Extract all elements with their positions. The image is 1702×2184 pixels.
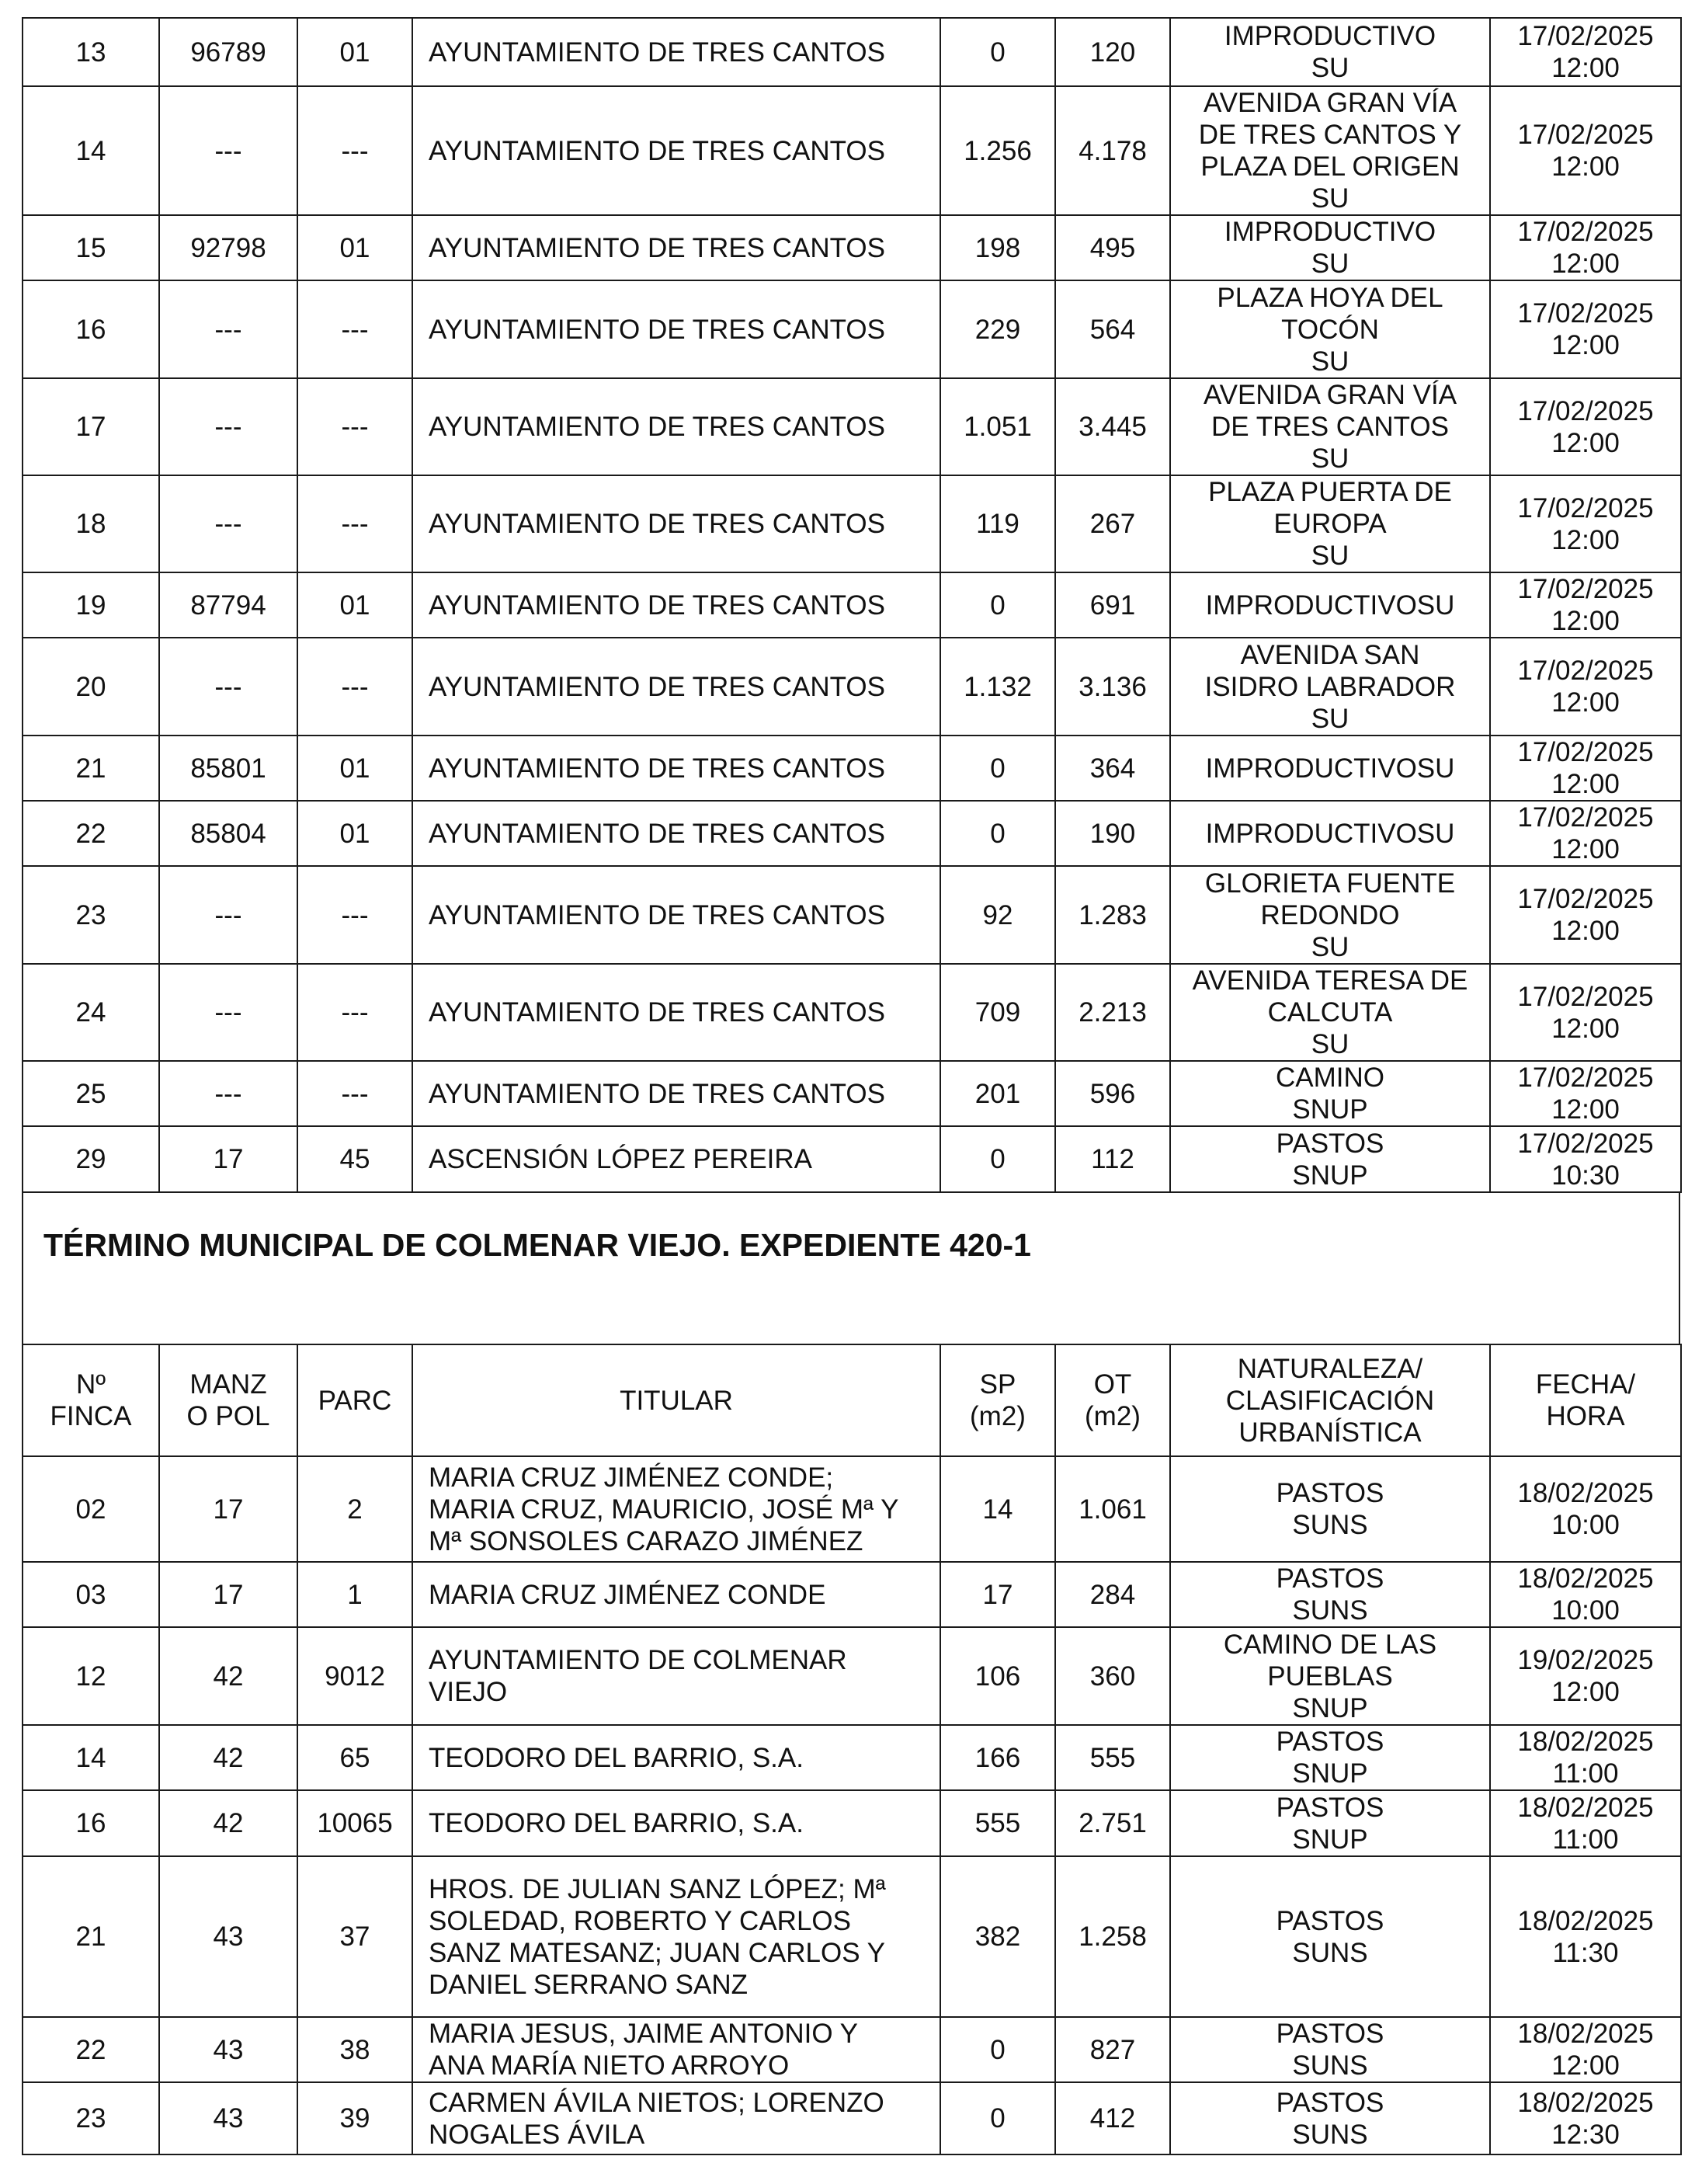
header-naturaleza: NATURALEZA/ CLASIFICACIÓN URBANÍSTICA [1170,1344,1490,1456]
cell-fecha: 17/02/2025 12:00 [1490,475,1681,572]
cell-naturaleza: AVENIDA GRAN VÍA DE TRES CANTOS Y PLAZA DEL ORIGEN SU [1170,86,1490,215]
cell-manz: --- [159,1061,297,1126]
cell-sp: 229 [940,280,1055,378]
cell-titular: AYUNTAMIENTO DE COLMENAR VIEJO [412,1627,940,1725]
cell-ot: 4.178 [1055,86,1170,215]
cell-parc: --- [297,638,412,736]
table-row [23,1126,1681,1192]
cell-ot: 284 [1055,1562,1170,1627]
cell-ot: 112 [1055,1126,1170,1192]
cell-manz: 85804 [159,801,297,866]
cell-titular: MARIA JESUS, JAIME ANTONIO Y ANA MARÍA NIETO ARROYO [412,2017,940,2082]
cell-titular: AYUNTAMIENTO DE TRES CANTOS [412,964,940,1061]
cell-fecha: 18/02/2025 10:00 [1490,1456,1681,1562]
cell-titular: CARMEN ÁVILA NIETOS; LORENZO NOGALES ÁVILA [412,2082,940,2154]
cell-naturaleza: PASTOS SNUP [1170,1790,1490,1856]
cell-parc: 01 [297,572,412,638]
cell-sp: 198 [940,215,1055,280]
header-parc: PARC [297,1344,412,1456]
tres-cantos-table [22,17,1682,1193]
cell-fecha: 17/02/2025 12:00 [1490,736,1681,801]
cell-manz: --- [159,638,297,736]
cell-finca: 15 [23,215,159,280]
cell-manz: 92798 [159,215,297,280]
cell-parc: 37 [297,1856,412,2017]
cell-sp: 0 [940,18,1055,86]
cell-naturaleza: GLORIETA FUENTE REDONDO SU [1170,866,1490,964]
cell-finca: 21 [23,1856,159,2017]
table-row [23,86,1681,215]
cell-parc: 01 [297,215,412,280]
cell-finca: 03 [23,1562,159,1627]
cell-titular: AYUNTAMIENTO DE TRES CANTOS [412,18,940,86]
table-row [23,1790,1681,1856]
cell-naturaleza: PLAZA PUERTA DE EUROPA SU [1170,475,1490,572]
cell-fecha: 17/02/2025 12:00 [1490,801,1681,866]
cell-fecha: 17/02/2025 12:00 [1490,18,1681,86]
cell-fecha: 17/02/2025 12:00 [1490,572,1681,638]
cell-parc: 1 [297,1562,412,1627]
table-row [23,964,1681,1061]
cell-finca: 22 [23,2017,159,2082]
table-row [23,1061,1681,1126]
cell-parc: --- [297,866,412,964]
cell-fecha: 17/02/2025 12:00 [1490,638,1681,736]
colmenar-table [22,1344,1682,2155]
cell-finca: 13 [23,18,159,86]
cell-naturaleza: CAMINO DE LAS PUEBLAS SNUP [1170,1627,1490,1725]
cell-titular: AYUNTAMIENTO DE TRES CANTOS [412,86,940,215]
cell-naturaleza: IMPRODUCTIVO SU [1170,18,1490,86]
cell-manz: 85801 [159,736,297,801]
cell-finca: 29 [23,1126,159,1192]
cell-finca: 14 [23,1725,159,1790]
cell-sp: 0 [940,2082,1055,2154]
cell-finca: 02 [23,1456,159,1562]
cell-finca: 12 [23,1627,159,1725]
cell-titular: AYUNTAMIENTO DE TRES CANTOS [412,378,940,475]
cell-titular: MARIA CRUZ JIMÉNEZ CONDE [412,1562,940,1627]
cell-titular: ASCENSIÓN LÓPEZ PEREIRA [412,1126,940,1192]
cell-finca: 23 [23,2082,159,2154]
cell-sp: 709 [940,964,1055,1061]
cell-fecha: 18/02/2025 11:00 [1490,1790,1681,1856]
cell-manz: 43 [159,2082,297,2154]
cell-fecha: 18/02/2025 11:00 [1490,1725,1681,1790]
cell-naturaleza: IMPRODUCTIVOSU [1170,736,1490,801]
table-row [23,215,1681,280]
cell-naturaleza: PASTOS SUNS [1170,1856,1490,2017]
cell-ot: 267 [1055,475,1170,572]
cell-naturaleza: PLAZA HOYA DEL TOCÓN SU [1170,280,1490,378]
cell-manz: --- [159,280,297,378]
cell-manz: --- [159,475,297,572]
cell-titular: AYUNTAMIENTO DE TRES CANTOS [412,736,940,801]
cell-parc: --- [297,86,412,215]
cell-parc: 01 [297,736,412,801]
cell-naturaleza: PASTOS SNUP [1170,1725,1490,1790]
cell-sp: 555 [940,1790,1055,1856]
cell-manz: --- [159,378,297,475]
table-row [23,1562,1681,1627]
cell-titular: AYUNTAMIENTO DE TRES CANTOS [412,638,940,736]
table-row [23,475,1681,572]
cell-parc: 38 [297,2017,412,2082]
cell-titular: AYUNTAMIENTO DE TRES CANTOS [412,215,940,280]
cell-manz: 87794 [159,572,297,638]
table-row [23,18,1681,86]
cell-titular: AYUNTAMIENTO DE TRES CANTOS [412,572,940,638]
header-manz: MANZ O POL [159,1344,297,1456]
cell-manz: 96789 [159,18,297,86]
cell-finca: 22 [23,801,159,866]
cell-naturaleza: IMPRODUCTIVO SU [1170,215,1490,280]
header-sp: SP (m2) [940,1344,1055,1456]
colmenar-section [22,1193,1680,1344]
cell-ot: 2.213 [1055,964,1170,1061]
cell-ot: 360 [1055,1627,1170,1725]
cell-ot: 364 [1055,736,1170,801]
table-row [23,572,1681,638]
cell-ot: 564 [1055,280,1170,378]
header-ot: OT (m2) [1055,1344,1170,1456]
cell-fecha: 18/02/2025 10:00 [1490,1562,1681,1627]
cell-parc: 9012 [297,1627,412,1725]
cell-manz: 42 [159,1627,297,1725]
cell-manz: --- [159,86,297,215]
cell-manz: --- [159,964,297,1061]
cell-fecha: 17/02/2025 12:00 [1490,866,1681,964]
cell-ot: 190 [1055,801,1170,866]
cell-sp: 106 [940,1627,1055,1725]
cell-naturaleza: AVENIDA GRAN VÍA DE TRES CANTOS SU [1170,378,1490,475]
cell-fecha: 17/02/2025 10:30 [1490,1126,1681,1192]
cell-titular: AYUNTAMIENTO DE TRES CANTOS [412,280,940,378]
cell-finca: 19 [23,572,159,638]
cell-parc: 65 [297,1725,412,1790]
cell-finca: 16 [23,1790,159,1856]
cell-naturaleza: CAMINO SNUP [1170,1061,1490,1126]
cell-sp: 1.132 [940,638,1055,736]
cell-manz: 17 [159,1562,297,1627]
cell-parc: --- [297,280,412,378]
cell-sp: 92 [940,866,1055,964]
cell-fecha: 17/02/2025 12:00 [1490,1061,1681,1126]
cell-ot: 1.061 [1055,1456,1170,1562]
cell-manz: 43 [159,1856,297,2017]
table-row [23,866,1681,964]
cell-finca: 18 [23,475,159,572]
cell-naturaleza: PASTOS SUNS [1170,2017,1490,2082]
cell-parc: --- [297,964,412,1061]
table-row [23,378,1681,475]
cell-ot: 1.283 [1055,866,1170,964]
cell-fecha: 17/02/2025 12:00 [1490,86,1681,215]
cell-sp: 0 [940,2017,1055,2082]
cell-naturaleza: PASTOS SUNS [1170,1562,1490,1627]
cell-parc: 01 [297,801,412,866]
cell-parc: 2 [297,1456,412,1562]
cell-manz: 43 [159,2017,297,2082]
cell-sp: 1.051 [940,378,1055,475]
cell-manz: 17 [159,1456,297,1562]
cell-naturaleza: AVENIDA SAN ISIDRO LABRADOR SU [1170,638,1490,736]
cell-titular: AYUNTAMIENTO DE TRES CANTOS [412,475,940,572]
cell-fecha: 18/02/2025 12:30 [1490,2082,1681,2154]
cell-ot: 1.258 [1055,1856,1170,2017]
cell-titular: MARIA CRUZ JIMÉNEZ CONDE; MARIA CRUZ, MAURICIO, JOSÉ Mª Y Mª SONSOLES CARAZO JIMÉNEZ [412,1456,940,1562]
cell-ot: 596 [1055,1061,1170,1126]
cell-ot: 691 [1055,572,1170,638]
cell-ot: 495 [1055,215,1170,280]
cell-finca: 21 [23,736,159,801]
table-row [23,1856,1681,2017]
cell-naturaleza: PASTOS SUNS [1170,1456,1490,1562]
cell-sp: 17 [940,1562,1055,1627]
cell-finca: 20 [23,638,159,736]
cell-titular: AYUNTAMIENTO DE TRES CANTOS [412,801,940,866]
cell-ot: 120 [1055,18,1170,86]
cell-finca: 23 [23,866,159,964]
table-row [23,736,1681,801]
cell-titular: AYUNTAMIENTO DE TRES CANTOS [412,1061,940,1126]
cell-finca: 24 [23,964,159,1061]
header-titular: TITULAR [412,1344,940,1456]
table-row [23,801,1681,866]
table-row [23,638,1681,736]
cell-titular: TEODORO DEL BARRIO, S.A. [412,1725,940,1790]
table-row [23,280,1681,378]
cell-fecha: 17/02/2025 12:00 [1490,215,1681,280]
cell-fecha: 18/02/2025 12:00 [1490,2017,1681,2082]
cell-parc: 10065 [297,1790,412,1856]
cell-parc: --- [297,378,412,475]
cell-fecha: 17/02/2025 12:00 [1490,378,1681,475]
cell-sp: 0 [940,572,1055,638]
cell-sp: 0 [940,801,1055,866]
cell-sp: 382 [940,1856,1055,2017]
cell-finca: 16 [23,280,159,378]
cell-titular: HROS. DE JULIAN SANZ LÓPEZ; Mª SOLEDAD, ROBERTO Y CARLOS SANZ MATESANZ; JUAN CARLOS Y DANIEL SERRANO SANZ [412,1856,940,2017]
cell-titular: AYUNTAMIENTO DE TRES CANTOS [412,866,940,964]
cell-finca: 17 [23,378,159,475]
cell-sp: 1.256 [940,86,1055,215]
cell-sp: 0 [940,1126,1055,1192]
cell-ot: 3.136 [1055,638,1170,736]
cell-naturaleza: IMPRODUCTIVOSU [1170,572,1490,638]
header-finca: Nº FINCA [23,1344,159,1456]
cell-titular: TEODORO DEL BARRIO, S.A. [412,1790,940,1856]
cell-finca: 25 [23,1061,159,1126]
cell-fecha: 17/02/2025 12:00 [1490,280,1681,378]
cell-manz: 42 [159,1725,297,1790]
table-row [23,1725,1681,1790]
cell-naturaleza: IMPRODUCTIVOSU [1170,801,1490,866]
cell-ot: 412 [1055,2082,1170,2154]
cell-parc: --- [297,1061,412,1126]
cell-finca: 14 [23,86,159,215]
cell-parc: 39 [297,2082,412,2154]
cell-manz: 17 [159,1126,297,1192]
cell-sp: 14 [940,1456,1055,1562]
cell-ot: 555 [1055,1725,1170,1790]
cell-manz: 42 [159,1790,297,1856]
header-fecha: FECHA/ HORA [1490,1344,1681,1456]
cell-ot: 827 [1055,2017,1170,2082]
cell-naturaleza: PASTOS SNUP [1170,1126,1490,1192]
cell-sp: 201 [940,1061,1055,1126]
table-row [23,2017,1681,2082]
cell-ot: 3.445 [1055,378,1170,475]
cell-sp: 0 [940,736,1055,801]
section-title: TÉRMINO MUNICIPAL DE COLMENAR VIEJO. EXPEDIENTE 420-1 [43,1227,1031,1263]
cell-fecha: 18/02/2025 11:30 [1490,1856,1681,2017]
cell-sp: 166 [940,1725,1055,1790]
table-header-row [23,1344,1681,1456]
cell-parc: 45 [297,1126,412,1192]
cell-fecha: 19/02/2025 12:00 [1490,1627,1681,1725]
cell-parc: --- [297,475,412,572]
cell-naturaleza: PASTOS SUNS [1170,2082,1490,2154]
table-row [23,1627,1681,1725]
cell-parc: 01 [297,18,412,86]
cell-fecha: 17/02/2025 12:00 [1490,964,1681,1061]
cell-naturaleza: AVENIDA TERESA DE CALCUTA SU [1170,964,1490,1061]
cell-ot: 2.751 [1055,1790,1170,1856]
table-row [23,1456,1681,1562]
table-row [23,2082,1681,2154]
cell-manz: --- [159,866,297,964]
cell-sp: 119 [940,475,1055,572]
